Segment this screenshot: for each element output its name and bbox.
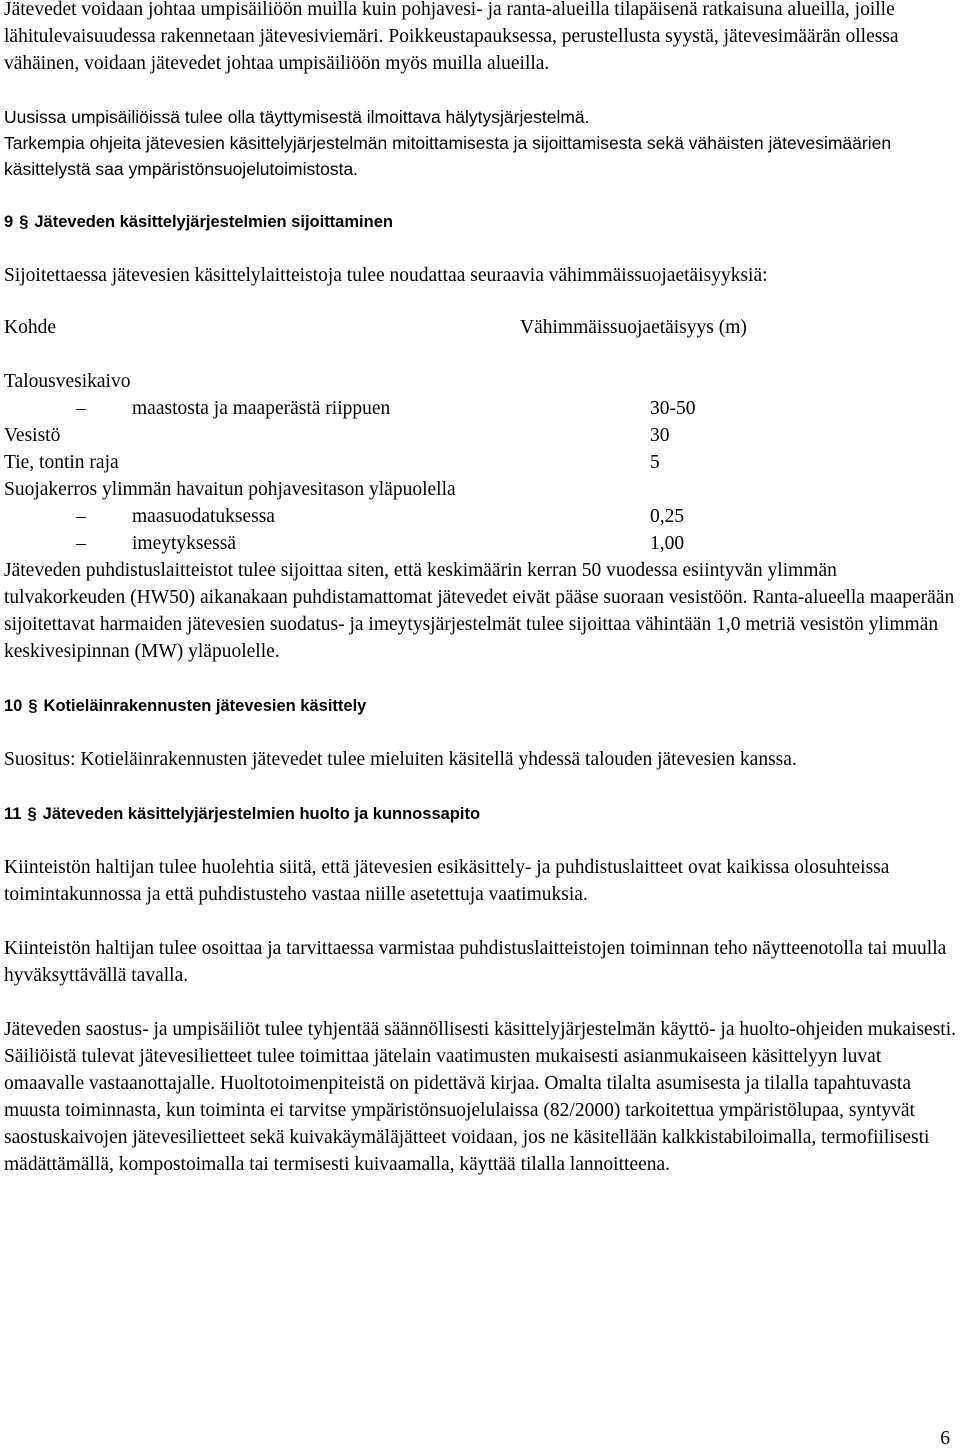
dash-bullet: – bbox=[76, 506, 86, 527]
row-label: maastosta ja maaperästä riippuen bbox=[132, 398, 391, 419]
row-label: Talousvesikaivo bbox=[4, 371, 131, 392]
section-11-sign: § bbox=[27, 805, 37, 823]
row-value: 5 bbox=[650, 452, 660, 473]
table-row bbox=[4, 368, 956, 395]
dash-bullet: – bbox=[76, 398, 86, 419]
row-value: 1,00 bbox=[650, 533, 685, 554]
row-label: Suojakerros ylimmän havaitun pohjavesitason yläpuolella bbox=[4, 479, 456, 500]
section-11-title: Jäteveden käsittelyjärjestelmien huolto ja kunnossapito bbox=[42, 805, 481, 823]
section-11-heading bbox=[4, 802, 956, 826]
row-value: 30-50 bbox=[650, 398, 696, 419]
document-page bbox=[4, 0, 956, 1178]
table-row bbox=[4, 530, 956, 557]
distance-table-header bbox=[4, 314, 956, 341]
dash-bullet: – bbox=[76, 533, 86, 554]
column-header-distance: Vähimmäissuojaetäisyys (m) bbox=[520, 317, 747, 338]
intro-paragraph-3: Tarkempia ohjeita jätevesien käsittelyjärjestelmän mitoittamisesta ja sijoittamisesta sekä vähäisten jätevesimäärien käsittelystä saa ympäristönsuojelutoimistosta. bbox=[4, 133, 892, 179]
row-value: 0,25 bbox=[650, 506, 685, 527]
section-10-title: Kotieläinrakennusten jätevesien käsittely bbox=[43, 697, 367, 715]
column-header-target: Kohde bbox=[4, 317, 56, 338]
section-11-number: 11 bbox=[4, 805, 22, 823]
section-9-number: 9 bbox=[4, 213, 14, 231]
section-10-sign: § bbox=[28, 697, 38, 715]
section-9-body: Jäteveden puhdistuslaitteistot tulee sijoittaa siten, että keskimäärin kerran 50 vuodessa esiintyvän ylimmän tulvakorkeuden (HW50) aikanakaan puhdistamattomat jätevedet eivät pääse suoraan vesistöön. Ranta-alueella maaperään sijoitettavat harmaiden jätevesien suodatus- ja imeytysjärjestelmät tulee sijoittaa vähintään 1,0 metriä vesistön ylimmän keskivesipinnan (MW) yläpuolelle. bbox=[4, 560, 955, 662]
row-label: Tie, tontin raja bbox=[4, 452, 119, 473]
section-9-title: Jäteveden käsittelyjärjestelmien sijoittaminen bbox=[34, 213, 393, 231]
table-row bbox=[4, 422, 956, 449]
section-9-intro: Sijoitettaessa jätevesien käsittelylaitteistoja tulee noudattaa seuraavia vähimmäissuojaetäisyyksiä: bbox=[4, 265, 768, 286]
section-11-paragraph-1: Kiinteistön haltijan tulee huolehtia siitä, että jätevesien esikäsittely- ja puhdistuslaitteet ovat kaikissa olosuhteissa toimintakunnossa ja että puhdistusteho vastaa niille asetettuja vaatimuksia. bbox=[4, 857, 890, 905]
table-row bbox=[4, 476, 956, 503]
table-row bbox=[4, 449, 956, 476]
page-number: 6 bbox=[940, 1428, 950, 1449]
table-row bbox=[4, 395, 956, 422]
row-label: maasuodatuksessa bbox=[132, 506, 275, 527]
section-10-body: Suositus: Kotieläinrakennusten jätevedet tulee mieluiten käsitellä yhdessä talouden jätevesien kanssa. bbox=[4, 749, 797, 770]
intro-paragraph-1: Jätevedet voidaan johtaa umpisäiliöön muilla kuin pohjavesi- ja ranta-alueilla tilapäisenä ratkaisuna alueilla, joille lähitulevaisuudessa rakennetaan jätevesiviemäri. Poikkeustapauksessa, perustellusta syystä, jätevesimäärän ollessa vähäinen, voidaan jätevedet johtaa umpisäiliöön myös muilla alueilla. bbox=[4, 0, 899, 74]
row-label: imeytyksessä bbox=[132, 533, 236, 554]
section-10-number: 10 bbox=[4, 697, 23, 715]
section-11-paragraph-3: Jäteveden saostus- ja umpisäiliöt tulee tyhjentää säännöllisesti käsittelyjärjestelmän käyttö- ja huolto-ohjeiden mukaisesti. Säiliöistä tulevat jätevesilietteet tulee toimittaa jätelain vaatimusten mukaisesti asianmukaiseen käsittelyyn luvat omaavalle vastaanottajalle. Huoltotoimenpiteistä on pidettävä kirjaa. Omalta tilalta asumisesta ja tilalla tapahtuvasta muusta toiminnasta, kun toiminta ei tarvitse ympäristönsuojelulaissa (82/2000) tarkoitettua ympäristölupaa, syntyvät saostuskaivojen jätevesilietteet sekä kuivakäymäläjätteet voidaan, jos ne käsitellään kalkkistabiloimalla, termofiilisesti mädättämällä, kompostoimalla tai termisesti kuivaamalla, käyttää tilalla lannoitteena. bbox=[4, 1019, 957, 1175]
distance-table bbox=[4, 368, 956, 557]
section-9-heading bbox=[4, 210, 956, 234]
section-9-sign: § bbox=[19, 213, 29, 231]
row-label: Vesistö bbox=[4, 425, 61, 446]
row-value: 30 bbox=[650, 425, 670, 446]
section-10-heading bbox=[4, 694, 956, 718]
intro-paragraph-2: Uusissa umpisäiliöissä tulee olla täyttymisestä ilmoittava hälytysjärjestelmä. bbox=[4, 107, 590, 127]
section-11-paragraph-2: Kiinteistön haltijan tulee osoittaa ja tarvittaessa varmistaa puhdistuslaitteistojen toiminnan teho näytteenotolla tai muulla hyväksyttävällä tavalla. bbox=[4, 938, 947, 986]
table-row bbox=[4, 503, 956, 530]
